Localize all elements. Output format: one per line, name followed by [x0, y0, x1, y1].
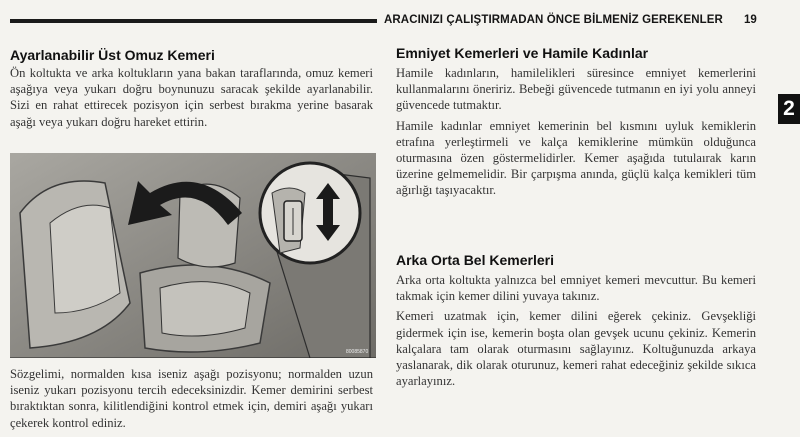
- rear-center-belt-paragraph-2: Kemeri uzatmak için, kemer dilini eğerek çekiniz. Gevşekliği gidermek için ise, kemerin boşta olan gevşek ucunu çekiniz. Kemerin kalçalara tam olarak oturmasını sağlayınız. Koltuğunuzda arkaya yaslanarak, dik olarak oturunuz, kemeri rahat edeceğiniz şekilde sıkıca ayarlayınız.: [396, 309, 756, 389]
- rear-center-belt-paragraphs: [396, 272, 756, 393]
- figure-code: 80085870: [346, 349, 369, 355]
- belt-adjustment-drawing: [10, 153, 376, 358]
- rear-center-belt-paragraph-1: Arka orta koltukta yalnızca bel emniyet kemeri mevcuttur. Bu kemeri takmak için kemer dilini yuvaya takınız.: [396, 273, 756, 304]
- section-heading-rear-center-belt: Arka Orta Bel Kemerleri: [396, 252, 554, 268]
- shoulder-belt-illustration: [10, 153, 376, 358]
- section-heading-pregnant-women: Emniyet Kemerleri ve Hamile Kadınlar: [396, 45, 649, 61]
- shoulder-belt-bottom-paragraph: Sözgelimi, normalden kısa iseniz aşağı pozisyonu; normalden uzun iseniz yukarı pozisyonu tercih edeceksinizdir. Kemer demirini serbest bıraktıktan sonra, kilitlendiğini kontrol etmek için, demiri aşağı yukarı çekerek kontrol ediniz.: [10, 367, 373, 430]
- pregnant-women-paragraph-2: Hamile kadınlar emniyet kemerinin bel kısmını uyluk kemiklerin etrafına yerleştirmeli ve kalça kemiklerine mümkün olduğunca oturmasına özen göstermelidirler. Kemer aşağıda tutulaırak karın üzerine gelmemelidir. Bir çarpışma anında, güçlü kalça kemikleri tüm ağırlığı taşıyacaktır.: [396, 118, 756, 198]
- running-header: ARACINIZI ÇALIŞTIRMADAN ÖNCE BİLMENİZ GEREKENLER: [384, 14, 723, 26]
- pregnant-women-paragraph-1: Hamile kadınların, hamilelikleri süresince emniyet kemerlerini kullanmalarını öneririz. Bebeği güvencede tutmanın en iyi yolu anneyi güvencede tutmaktır.: [396, 66, 756, 113]
- shoulder-belt-paragraph: [10, 65, 373, 134]
- chapter-tab: 2: [778, 94, 800, 124]
- page-number: 19: [744, 14, 757, 26]
- header-rule: [10, 19, 377, 23]
- pregnant-women-paragraphs: [396, 65, 756, 203]
- shoulder-belt-text: Ön koltukta ve arka koltukların yana bakan taraflarında, omuz kemeri aşağıya veya yukarı doğru boynunuzu saracak şekilde ayarlanabilir. Sizi en rahat ettirecek pozisyon için serbest bırakma yerine basarak aşağı veya yukarı doğru hareket ettirin.: [10, 66, 373, 129]
- section-heading-shoulder-belt: Ayarlanabilir Üst Omuz Kemeri: [10, 47, 215, 63]
